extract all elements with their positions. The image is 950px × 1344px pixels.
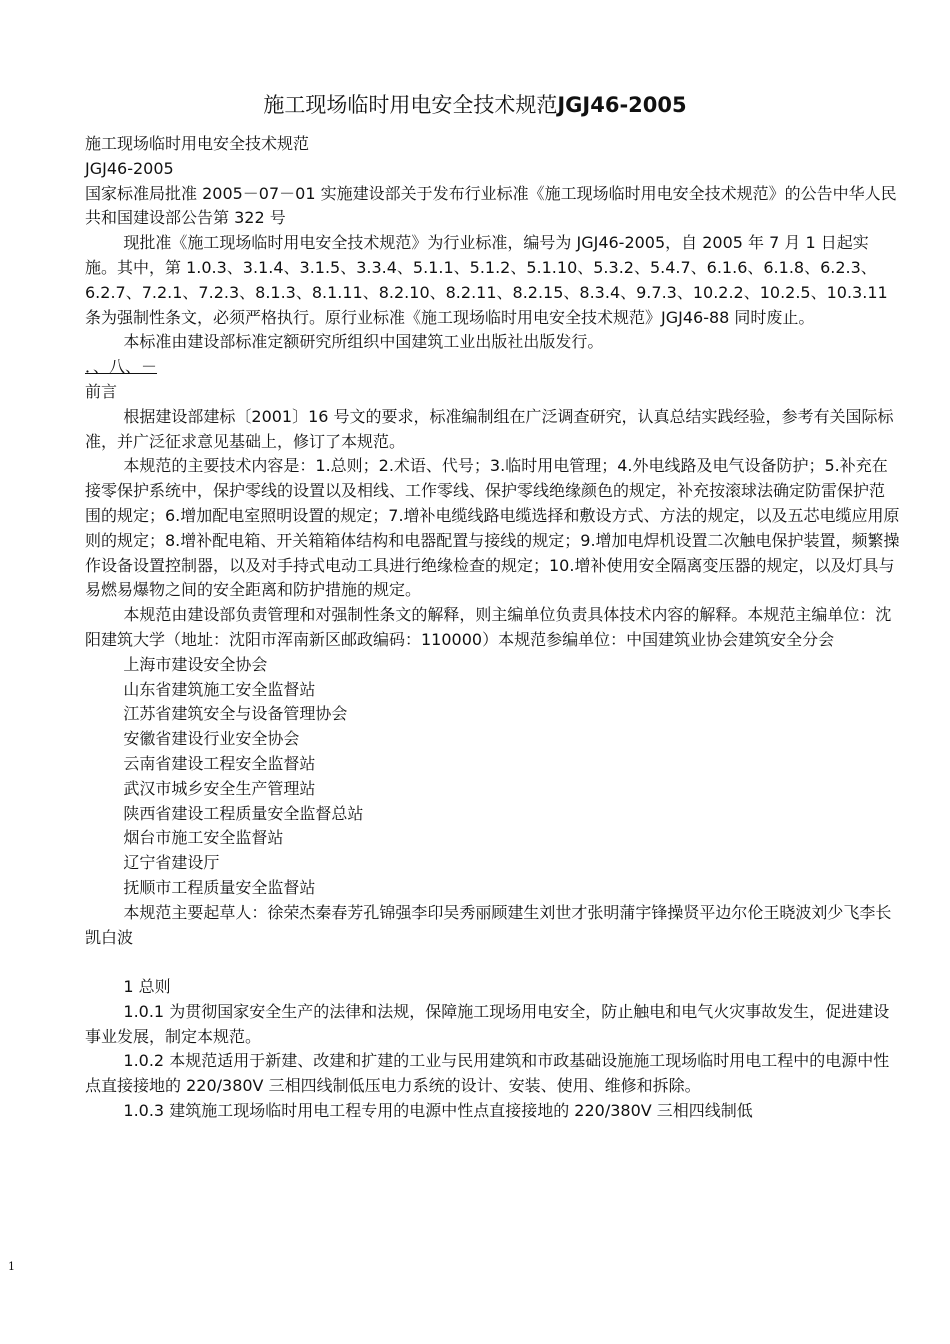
list-item: 上海市建设安全协会 [123, 654, 268, 674]
paragraph: 1.0.2 本规范适用于新建、改建和扩建的工业与民用建筑和市政基础设施施工现场临时用电工程中的电源中性点直接接地的 220/380V 三相四线制低压电力系统的设计、安装、使用、维修和拆除。 [85, 1051, 890, 1096]
list-item: 抚顺市工程质量安全监督站 [123, 877, 316, 897]
list-item: 山东省建筑施工安全监督站 [123, 679, 316, 699]
section-heading: 前言 [85, 381, 118, 401]
paragraph: JGJ46-2005 [85, 158, 174, 178]
paragraph: 国家标准局批准 2005－07－01 实施建设部关于发布行业标准《施工现场临时用电安全技术规范》的公告中华人民共和国建设部公告第 322 号 [85, 183, 897, 228]
paragraph [85, 355, 900, 380]
paragraph: 1.0.1 为贯彻国家安全生产的法律和法规，保障施工现场用电安全，防止触电和电气火灾事故发生，促进建设事业发展，制定本规范。 [85, 1001, 890, 1046]
page-number: 1 [8, 1260, 15, 1273]
paragraph: 本规范的主要技术内容是：1.总则；2.术语、代号；3.临时用电管理；4.外电线路及电气设备防护；5.补充在接零保护系统中，保护零线的设置以及相线、工作零线、保护零线绝缘颜色的规定，补充按滚球法确定防雷保护范围的规定；6.增加配电室照明设置的规定；7.增补电缆线路电缆选择和敷设方式、方法的规定，以及五芯电缆应用原则的规定；8.增补配电箱、开关箱箱体结构和电器配置与接线的规定；9.增加电焊机设置二次触电保护装置，频繁操作设备设置控制器，以及对手持式电动工具进行绝缘检查的规定；10.增补使用安全隔离变压器的规定，以及灯具与易燃易爆物之间的安全距离和防护措施的规定。 [85, 456, 900, 600]
list-item: 武汉市城乡安全生产管理站 [123, 778, 316, 798]
title-code: JGJ46-2005 [557, 93, 687, 117]
paragraph: 根据建设部建标〔2001〕16 号文的要求，标准编制组在广泛调查研究，认真总结实践经验，参考有关国际标准，并广泛征求意见基础上，修订了本规范。 [85, 406, 894, 451]
document-title [0, 90, 950, 120]
paragraph: 本规范主要起草人：徐荣杰秦春芳孔锦强李印吴秀丽顾建生刘世才张明蒲宇锋操贤平边尔伦王晓波刘少飞李长凯白波 [85, 902, 892, 947]
paragraph: 本规范由建设部负责管理和对强制性条文的解释，则主编单位负责具体技术内容的解释。本规范主编单位：沈阳建筑大学（地址：沈阳市浑南新区邮政编码：110000）本规范参编单位：中国建筑业协会建筑安全分会 [85, 605, 892, 649]
spacer [85, 950, 900, 975]
list-item: 江苏省建筑安全与设备管理协会 [123, 704, 348, 724]
paragraph: 1.0.3 建筑施工现场临时用电工程专用的电源中性点直接接地的 220/380V 三相四线制低 [123, 1101, 753, 1121]
paragraph: 现批准《施工现场临时用电安全技术规范》为行业标准，编号为 JGJ46-2005，自 2005 年 7 月 1 日起实施。其中，第 1.0.3、3.1.4、3.1.5、3.3.4、5.1.1、5.1.2、5.1.10、5.3.2、5.4.7、6.1.6、6.1.8、6.2.3、6.2.7、7.2.1、7.2.3、8.1.3、8.1.11、8.2.10、8.2.11、8.2.15、8.3.4、9.7.3、10.2.2、10.2.5、10.3.11 条为强制性条文，必须严格执行。原行业标准《施工现场临时用电安全技术规范》JGJ46-88 同时废止。 [85, 233, 888, 327]
document-body [85, 132, 900, 1124]
chapter-heading: 1 总则 [123, 977, 171, 997]
list-item: 云南省建设工程安全监督站 [123, 753, 316, 773]
title-text: 施工现场临时用电安全技术规范 [263, 93, 558, 117]
list-item: 陕西省建设工程质量安全监督总站 [123, 803, 364, 823]
paragraph: 本标准由建设部标准定额研究所组织中国建筑工业出版社出版发行。 [123, 332, 604, 352]
paragraph: 施工现场临时用电安全技术规范 [85, 134, 310, 153]
list-item: 烟台市施工安全监督站 [123, 828, 284, 848]
list-item: 安徽省建设行业安全协会 [123, 729, 300, 749]
list-item: 辽宁省建设厅 [123, 853, 220, 873]
underlined-mark: ．、八、－ [85, 357, 158, 377]
